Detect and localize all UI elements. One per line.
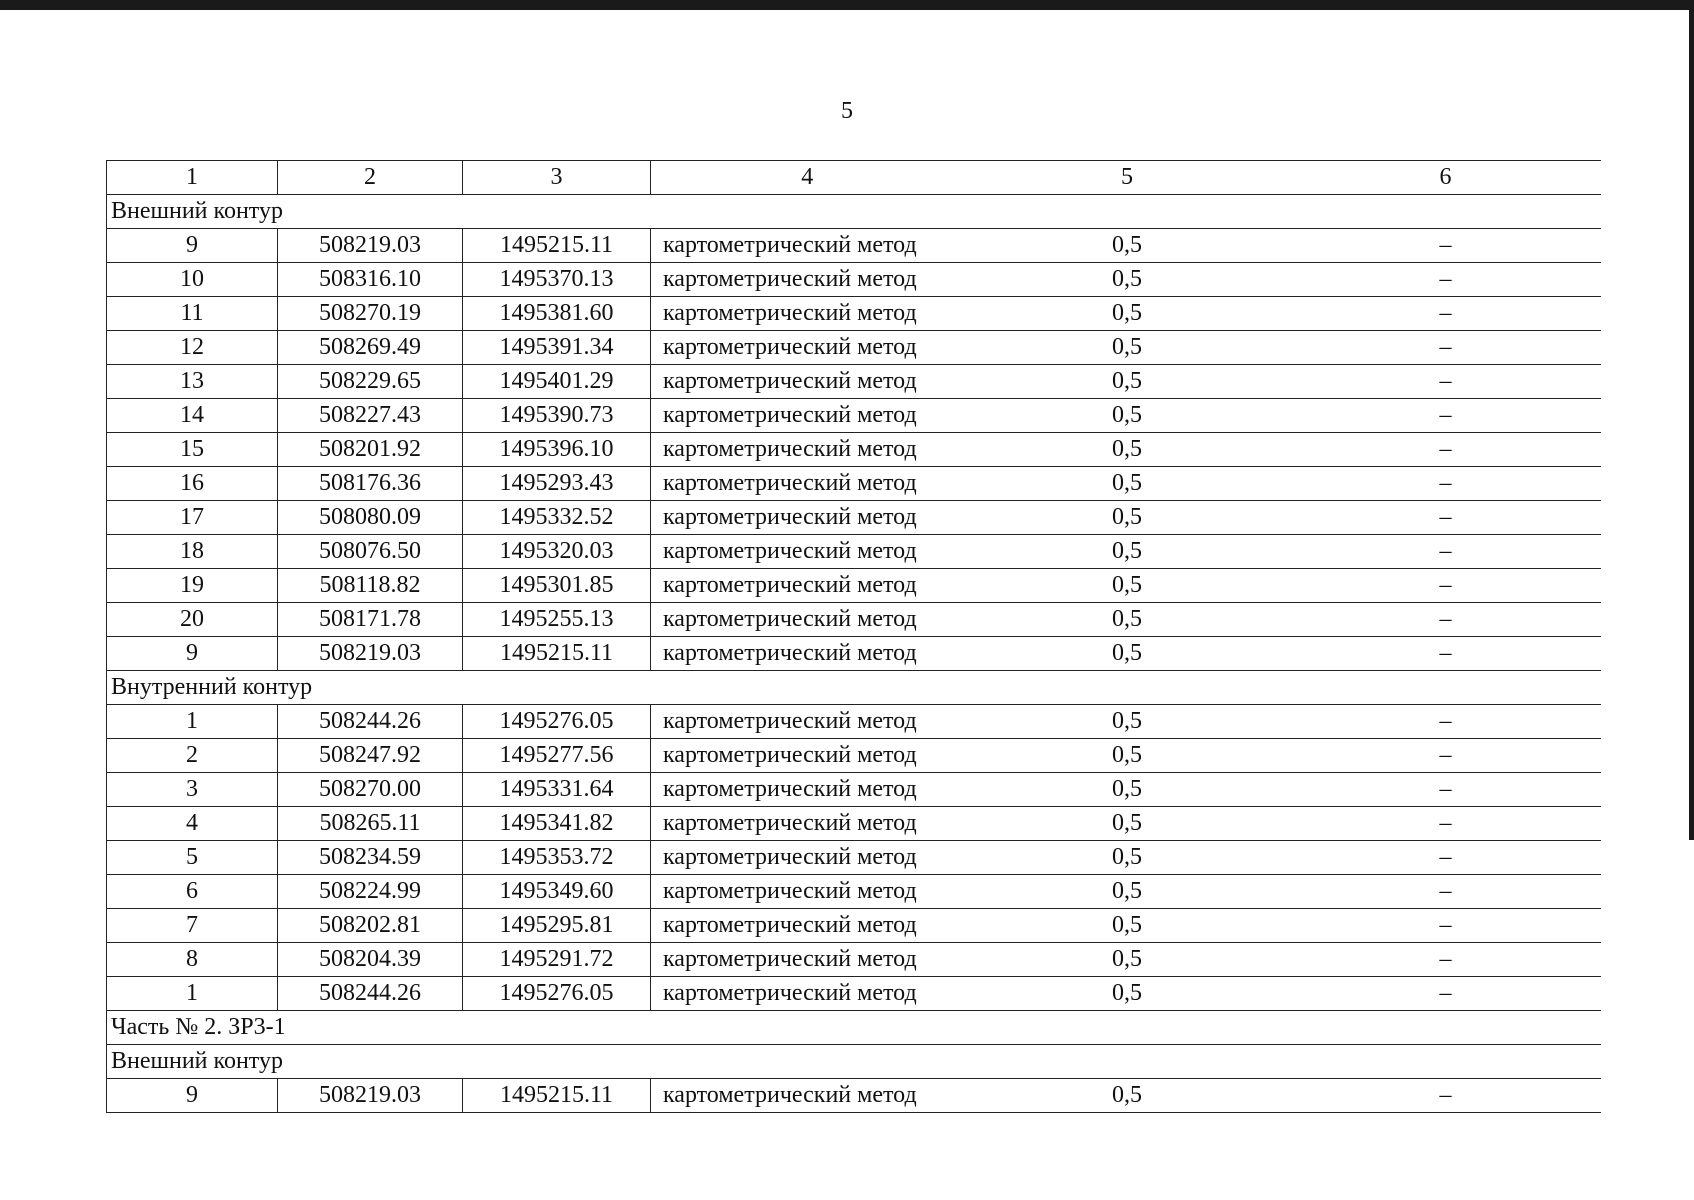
method-cell: картометрический метод (651, 977, 964, 1011)
y-coordinate-cell: 1495276.05 (463, 977, 651, 1011)
method-cell: картометрический метод (651, 705, 964, 739)
accuracy-cell: 0,5 (964, 535, 1291, 569)
method-cell: картометрический метод (651, 807, 964, 841)
method-cell: картометрический метод (651, 399, 964, 433)
x-coordinate-cell: 508076.50 (278, 535, 463, 569)
table-row (107, 875, 1601, 909)
scan-right-edge (1689, 0, 1694, 840)
point-number-cell: 20 (107, 603, 278, 637)
accuracy-cell: 0,5 (964, 433, 1291, 467)
point-number-cell: 15 (107, 433, 278, 467)
point-number-cell: 8 (107, 943, 278, 977)
y-coordinate-cell: 1495401.29 (463, 365, 651, 399)
description-cell: – (1291, 467, 1601, 501)
y-coordinate-cell: 1495390.73 (463, 399, 651, 433)
method-cell: картометрический метод (651, 263, 964, 297)
accuracy-cell: 0,5 (964, 977, 1291, 1011)
y-coordinate-cell: 1495320.03 (463, 535, 651, 569)
y-coordinate-cell: 1495381.60 (463, 297, 651, 331)
x-coordinate-cell: 508227.43 (278, 399, 463, 433)
x-coordinate-cell: 508176.36 (278, 467, 463, 501)
point-number-cell: 17 (107, 501, 278, 535)
x-coordinate-cell: 508171.78 (278, 603, 463, 637)
section-label: Часть № 2. ЗР3-1 (107, 1011, 1601, 1045)
accuracy-cell: 0,5 (964, 943, 1291, 977)
section-label: Внешний контур (107, 1045, 1601, 1079)
point-number-cell: 9 (107, 1079, 278, 1113)
section-row (107, 1045, 1601, 1079)
description-cell: – (1291, 1079, 1601, 1113)
x-coordinate-cell: 508234.59 (278, 841, 463, 875)
description-cell: – (1291, 909, 1601, 943)
y-coordinate-cell: 1495276.05 (463, 705, 651, 739)
point-number-cell: 13 (107, 365, 278, 399)
accuracy-cell: 0,5 (964, 773, 1291, 807)
header-cell: 5 (964, 161, 1291, 195)
x-coordinate-cell: 508219.03 (278, 1079, 463, 1113)
description-cell: – (1291, 331, 1601, 365)
y-coordinate-cell: 1495391.34 (463, 331, 651, 365)
accuracy-cell: 0,5 (964, 263, 1291, 297)
accuracy-cell: 0,5 (964, 841, 1291, 875)
method-cell: картометрический метод (651, 603, 964, 637)
table-header-row (107, 161, 1601, 195)
method-cell: картометрический метод (651, 875, 964, 909)
description-cell: – (1291, 501, 1601, 535)
accuracy-cell: 0,5 (964, 229, 1291, 263)
y-coordinate-cell: 1495291.72 (463, 943, 651, 977)
point-number-cell: 1 (107, 705, 278, 739)
point-number-cell: 9 (107, 637, 278, 671)
table-row (107, 705, 1601, 739)
method-cell: картометрический метод (651, 467, 964, 501)
description-cell: – (1291, 841, 1601, 875)
table-row (107, 739, 1601, 773)
description-cell: – (1291, 263, 1601, 297)
y-coordinate-cell: 1495353.72 (463, 841, 651, 875)
y-coordinate-cell: 1495332.52 (463, 501, 651, 535)
y-coordinate-cell: 1495370.13 (463, 263, 651, 297)
table-row (107, 467, 1601, 501)
accuracy-cell: 0,5 (964, 467, 1291, 501)
method-cell: картометрический метод (651, 841, 964, 875)
description-cell: – (1291, 807, 1601, 841)
method-cell: картометрический метод (651, 773, 964, 807)
table-row (107, 807, 1601, 841)
y-coordinate-cell: 1495331.64 (463, 773, 651, 807)
table-row (107, 229, 1601, 263)
x-coordinate-cell: 508316.10 (278, 263, 463, 297)
y-coordinate-cell: 1495277.56 (463, 739, 651, 773)
method-cell: картометрический метод (651, 909, 964, 943)
point-number-cell: 3 (107, 773, 278, 807)
description-cell: – (1291, 977, 1601, 1011)
description-cell: – (1291, 705, 1601, 739)
accuracy-cell: 0,5 (964, 365, 1291, 399)
table-row (107, 569, 1601, 603)
y-coordinate-cell: 1495396.10 (463, 433, 651, 467)
method-cell: картометрический метод (651, 331, 964, 365)
point-number-cell: 14 (107, 399, 278, 433)
table-row (107, 263, 1601, 297)
y-coordinate-cell: 1495341.82 (463, 807, 651, 841)
table-row (107, 297, 1601, 331)
table-row (107, 331, 1601, 365)
method-cell: картометрический метод (651, 365, 964, 399)
method-cell: картометрический метод (651, 229, 964, 263)
method-cell: картометрический метод (651, 1079, 964, 1113)
description-cell: – (1291, 365, 1601, 399)
accuracy-cell: 0,5 (964, 875, 1291, 909)
header-cell: 6 (1291, 161, 1601, 195)
table-row (107, 365, 1601, 399)
point-number-cell: 16 (107, 467, 278, 501)
x-coordinate-cell: 508118.82 (278, 569, 463, 603)
description-cell: – (1291, 297, 1601, 331)
table-row (107, 841, 1601, 875)
accuracy-cell: 0,5 (964, 807, 1291, 841)
x-coordinate-cell: 508229.65 (278, 365, 463, 399)
accuracy-cell: 0,5 (964, 399, 1291, 433)
description-cell: – (1291, 739, 1601, 773)
section-row (107, 195, 1601, 229)
header-cell: 4 (651, 161, 964, 195)
x-coordinate-cell: 508269.49 (278, 331, 463, 365)
description-cell: – (1291, 569, 1601, 603)
point-number-cell: 5 (107, 841, 278, 875)
coordinates-table-body (107, 161, 1601, 1113)
table-row (107, 637, 1601, 671)
accuracy-cell: 0,5 (964, 297, 1291, 331)
method-cell: картометрический метод (651, 501, 964, 535)
x-coordinate-cell: 508204.39 (278, 943, 463, 977)
table-row (107, 909, 1601, 943)
section-label: Внешний контур (107, 195, 1601, 229)
description-cell: – (1291, 603, 1601, 637)
accuracy-cell: 0,5 (964, 501, 1291, 535)
point-number-cell: 1 (107, 977, 278, 1011)
table-row (107, 501, 1601, 535)
y-coordinate-cell: 1495349.60 (463, 875, 651, 909)
description-cell: – (1291, 637, 1601, 671)
description-cell: – (1291, 535, 1601, 569)
y-coordinate-cell: 1495215.11 (463, 229, 651, 263)
method-cell: картометрический метод (651, 943, 964, 977)
method-cell: картометрический метод (651, 569, 964, 603)
point-number-cell: 7 (107, 909, 278, 943)
section-row (107, 1011, 1601, 1045)
description-cell: – (1291, 433, 1601, 467)
y-coordinate-cell: 1495215.11 (463, 637, 651, 671)
table-row (107, 535, 1601, 569)
point-number-cell: 12 (107, 331, 278, 365)
table-row (107, 399, 1601, 433)
y-coordinate-cell: 1495255.13 (463, 603, 651, 637)
table-row (107, 1079, 1601, 1113)
accuracy-cell: 0,5 (964, 569, 1291, 603)
method-cell: картометрический метод (651, 297, 964, 331)
section-row (107, 671, 1601, 705)
x-coordinate-cell: 508244.26 (278, 705, 463, 739)
table-row (107, 603, 1601, 637)
scan-top-edge (0, 0, 1694, 10)
method-cell: картометрический метод (651, 433, 964, 467)
x-coordinate-cell: 508219.03 (278, 229, 463, 263)
description-cell: – (1291, 399, 1601, 433)
y-coordinate-cell: 1495215.11 (463, 1079, 651, 1113)
accuracy-cell: 0,5 (964, 909, 1291, 943)
point-number-cell: 4 (107, 807, 278, 841)
y-coordinate-cell: 1495301.85 (463, 569, 651, 603)
point-number-cell: 2 (107, 739, 278, 773)
accuracy-cell: 0,5 (964, 331, 1291, 365)
x-coordinate-cell: 508202.81 (278, 909, 463, 943)
description-cell: – (1291, 943, 1601, 977)
x-coordinate-cell: 508080.09 (278, 501, 463, 535)
method-cell: картометрический метод (651, 535, 964, 569)
point-number-cell: 11 (107, 297, 278, 331)
x-coordinate-cell: 508265.11 (278, 807, 463, 841)
point-number-cell: 10 (107, 263, 278, 297)
x-coordinate-cell: 508247.92 (278, 739, 463, 773)
x-coordinate-cell: 508270.00 (278, 773, 463, 807)
description-cell: – (1291, 773, 1601, 807)
x-coordinate-cell: 508224.99 (278, 875, 463, 909)
table-row (107, 433, 1601, 467)
accuracy-cell: 0,5 (964, 637, 1291, 671)
accuracy-cell: 0,5 (964, 1079, 1291, 1113)
method-cell: картометрический метод (651, 637, 964, 671)
header-cell: 3 (463, 161, 651, 195)
point-number-cell: 9 (107, 229, 278, 263)
method-cell: картометрический метод (651, 739, 964, 773)
x-coordinate-cell: 508270.19 (278, 297, 463, 331)
accuracy-cell: 0,5 (964, 705, 1291, 739)
page-number: 5 (841, 98, 853, 124)
point-number-cell: 6 (107, 875, 278, 909)
table-row (107, 977, 1601, 1011)
x-coordinate-cell: 508201.92 (278, 433, 463, 467)
description-cell: – (1291, 229, 1601, 263)
x-coordinate-cell: 508244.26 (278, 977, 463, 1011)
section-label: Внутренний контур (107, 671, 1601, 705)
header-cell: 2 (278, 161, 463, 195)
x-coordinate-cell: 508219.03 (278, 637, 463, 671)
accuracy-cell: 0,5 (964, 739, 1291, 773)
description-cell: – (1291, 875, 1601, 909)
accuracy-cell: 0,5 (964, 603, 1291, 637)
table-row (107, 773, 1601, 807)
coordinates-table (106, 160, 1601, 1113)
header-cell: 1 (107, 161, 278, 195)
table-row (107, 943, 1601, 977)
y-coordinate-cell: 1495295.81 (463, 909, 651, 943)
point-number-cell: 18 (107, 535, 278, 569)
y-coordinate-cell: 1495293.43 (463, 467, 651, 501)
point-number-cell: 19 (107, 569, 278, 603)
